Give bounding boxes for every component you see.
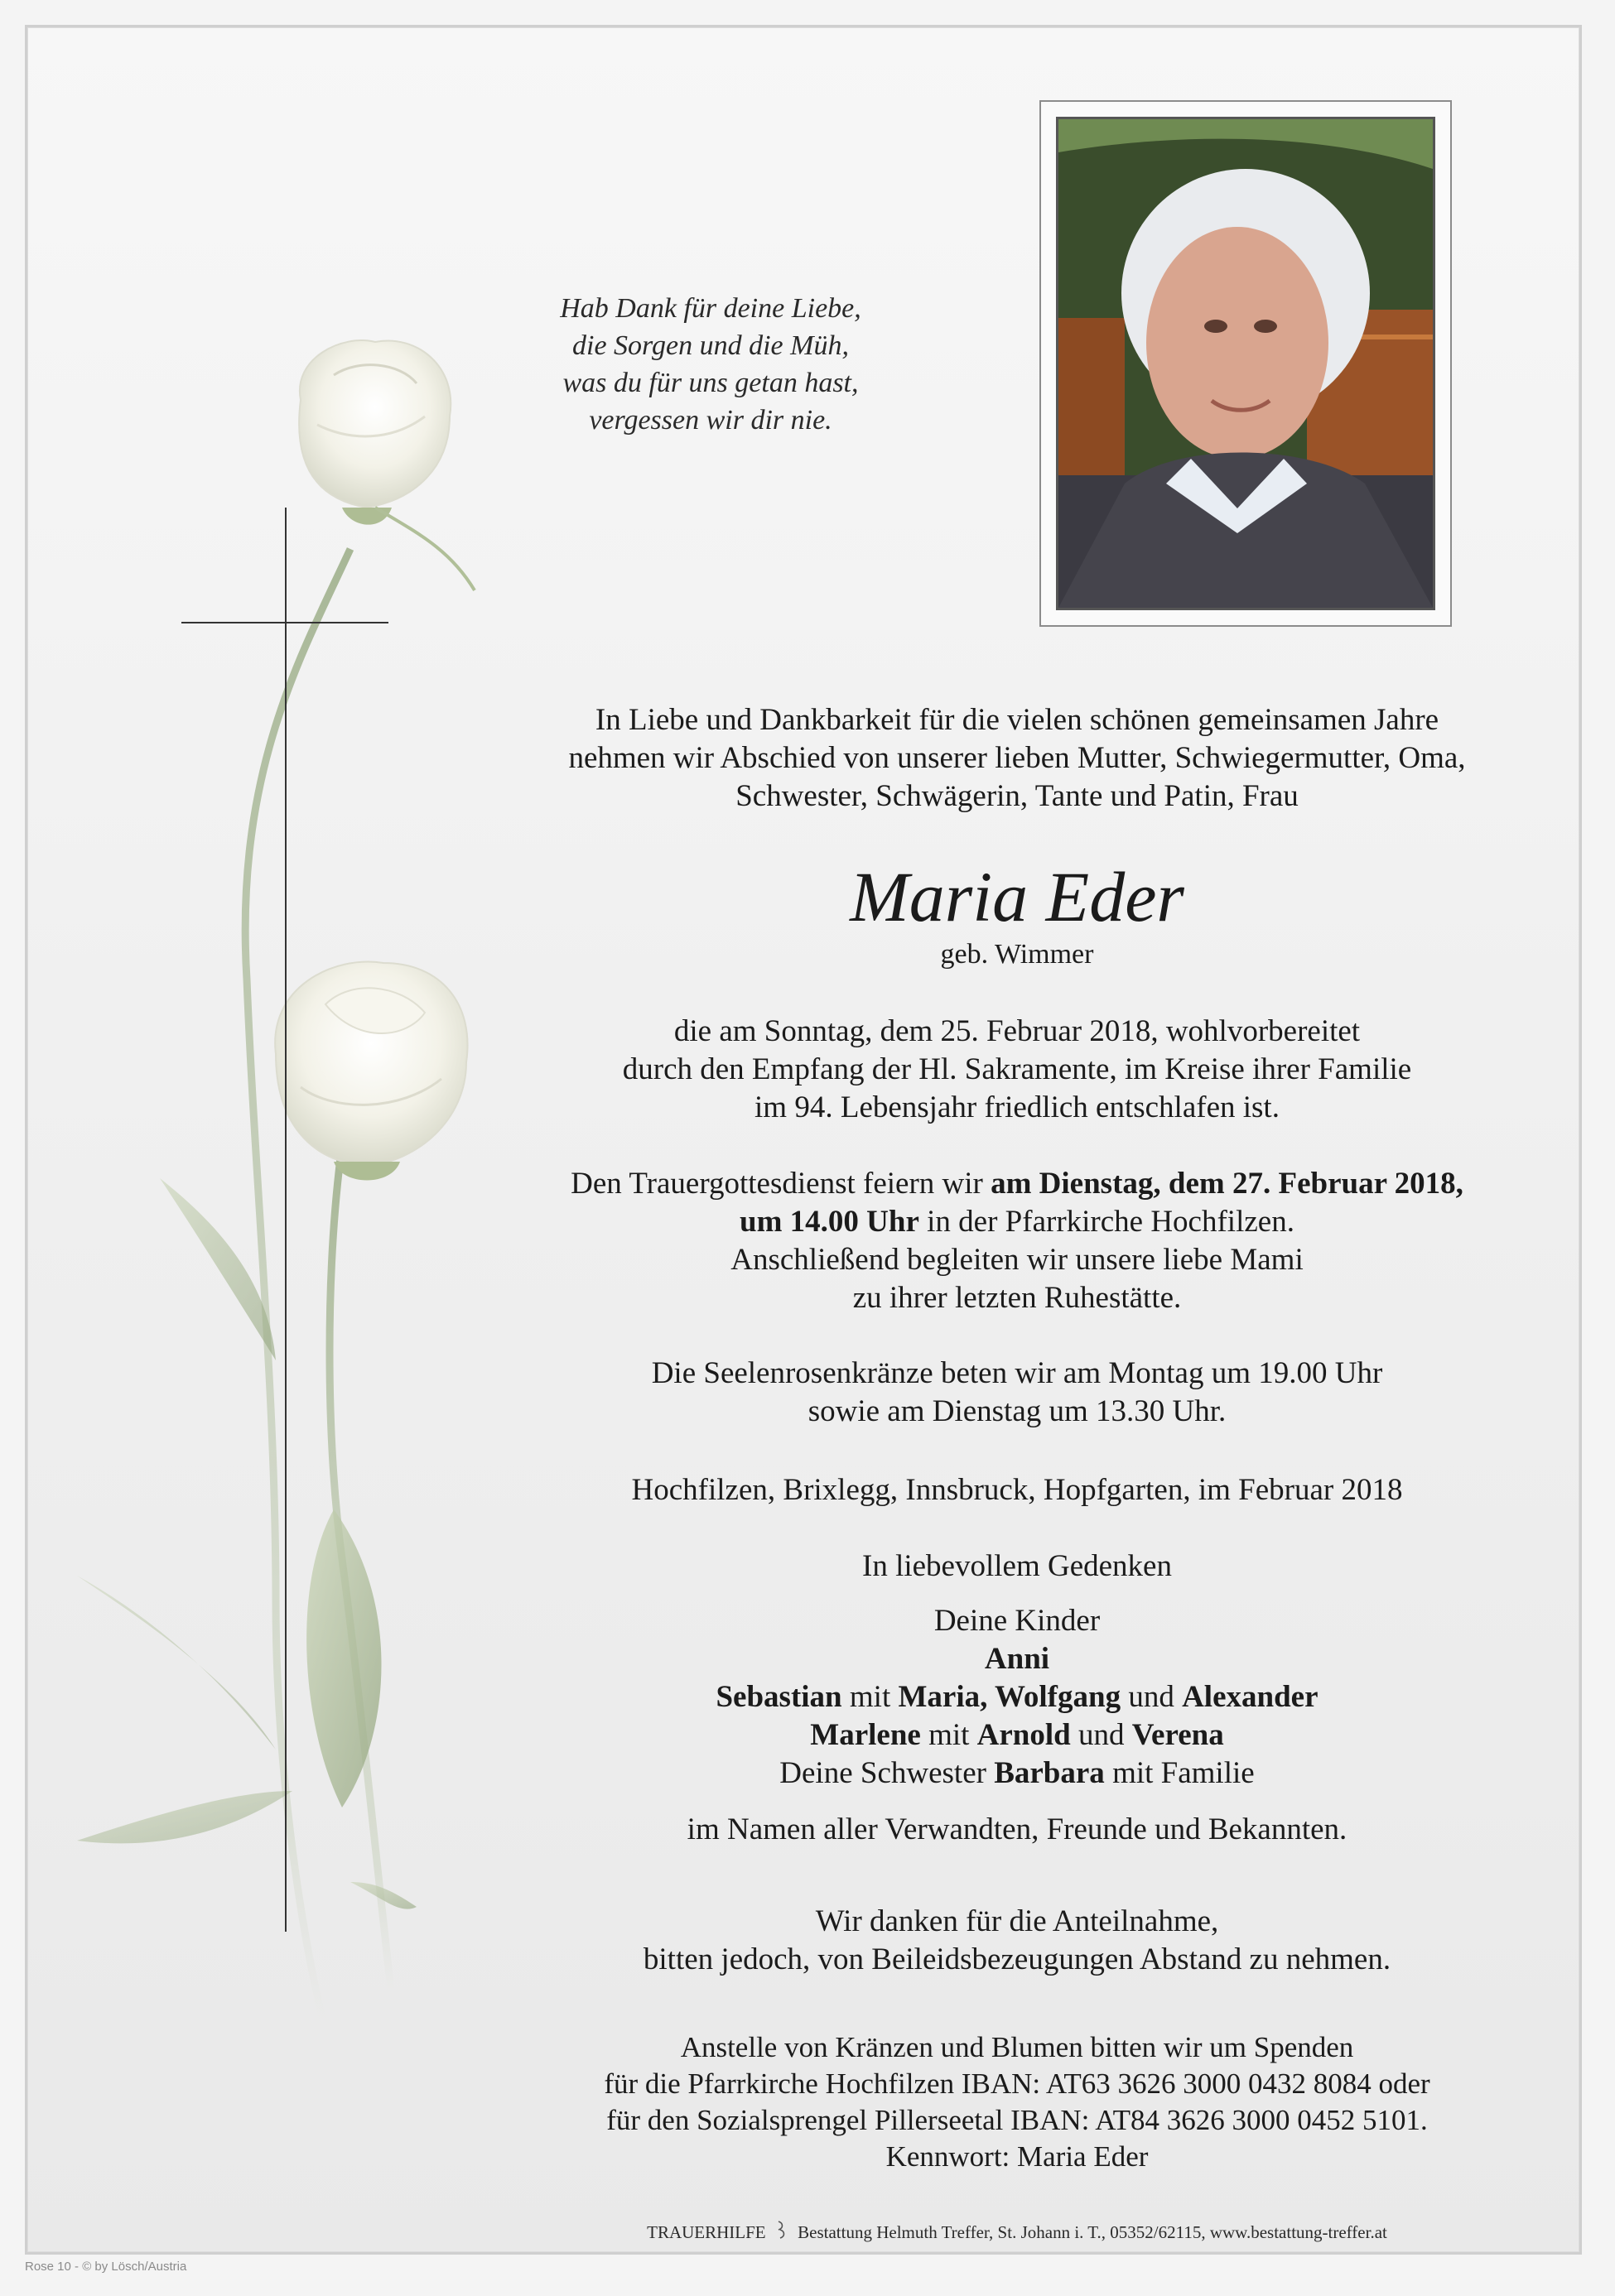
family-member: Arnold xyxy=(976,1718,1071,1752)
death-line: im 94. Lebensjahr friedlich entschlafen ist. xyxy=(754,1090,1280,1124)
copyright-note: Rose 10 - © by Lösch/Austria xyxy=(25,2260,187,2274)
children-label: Deine Kinder xyxy=(933,1604,1101,1638)
verse-line: Hab Dank für deine Liebe, xyxy=(560,293,861,324)
verse-line: vergessen wir dir nie. xyxy=(589,405,832,436)
family-member: Marlene xyxy=(810,1718,921,1752)
service-date: am Dienstag, dem 27. Februar 2018, xyxy=(991,1167,1463,1201)
family-line xyxy=(475,1640,1560,1678)
connector: mit Familie xyxy=(1104,1756,1255,1790)
connector: mit xyxy=(841,1680,899,1714)
service-line-4: zu ihrer letzten Ruhestätte. xyxy=(852,1281,1182,1315)
death-line: durch den Empfang der Hl. Sakramente, im Kreise ihrer Familie xyxy=(622,1052,1412,1086)
footer-brand: TRAUERHILFE xyxy=(647,2222,766,2242)
memorial-verse xyxy=(491,290,930,439)
leaf-3 xyxy=(77,1791,292,1843)
rosary-line: sowie am Dienstag um 13.30 Uhr. xyxy=(808,1394,1227,1428)
funeral-service-info xyxy=(475,1165,1560,1317)
donation-line: für die Pfarrkirche Hochfilzen IBAN: AT63 3626 3000 0432 8084 oder xyxy=(604,2067,1430,2100)
family-member: Sebastian xyxy=(716,1680,842,1714)
rosary-info xyxy=(475,1355,1560,1431)
donation-line: für den Sozialsprengel Pillerseetal IBAN: AT84 3626 3000 0452 5101. xyxy=(606,2104,1428,2136)
leaf-1 xyxy=(306,1509,381,1807)
family-member: Barbara xyxy=(994,1756,1105,1790)
service-line-2 xyxy=(475,1203,1560,1241)
verse-line: die Sorgen und die Müh, xyxy=(572,330,849,361)
family-line xyxy=(475,1716,1560,1754)
thanks-line: bitten jedoch, von Beileidsbezeugungen Abstand zu nehmen. xyxy=(643,1942,1391,1976)
birth-name: geb. Wimmer xyxy=(940,939,1094,970)
footer-text: Bestattung Helmuth Treffer, St. Johann i. T., 05352/62115, www.bestattung-treffer.at xyxy=(798,2222,1387,2242)
donation-line: Anstelle von Kränzen und Blumen bitten wir um Spenden xyxy=(680,2031,1354,2063)
obituary-sheet xyxy=(25,25,1582,2255)
intro-text xyxy=(475,701,1560,816)
leaf-4 xyxy=(77,1576,276,1750)
family-list xyxy=(475,1602,1560,1793)
donation-request xyxy=(475,2029,1560,2175)
intro-line: Schwester, Schwägerin, Tante und Patin, Frau xyxy=(735,779,1299,813)
service-line-1 xyxy=(475,1165,1560,1203)
family-line xyxy=(475,1754,1560,1793)
white-roses-illustration xyxy=(27,27,524,2255)
family-member: Verena xyxy=(1131,1718,1224,1752)
intro-line: In Liebe und Dankbarkeit für die vielen schönen gemeinsamen Jahre xyxy=(595,703,1439,737)
portrait-frame xyxy=(1039,100,1452,627)
donation-line: Kennwort: Maria Eder xyxy=(885,2140,1149,2173)
family-member: Anni xyxy=(984,1642,1050,1676)
rose-upper xyxy=(299,340,475,590)
cross-vertical-bar xyxy=(285,508,287,1932)
thanks-line: Wir danken für die Anteilnahme, xyxy=(815,1904,1219,1938)
death-notice xyxy=(475,1013,1560,1127)
trauerhilfe-logo-icon xyxy=(775,2220,788,2241)
service-line-3: Anschließend begleiten wir unsere liebe Mami xyxy=(730,1243,1304,1277)
mourners-heading: In liebevollem Gedenken xyxy=(862,1549,1172,1583)
connector: Deine Schwester xyxy=(779,1756,995,1790)
service-time: um 14.00 Uhr xyxy=(740,1205,919,1239)
portrait-photo xyxy=(1056,117,1435,610)
family-member: Maria, Wolfgang xyxy=(898,1680,1121,1714)
family-member: Alexander xyxy=(1182,1680,1319,1714)
deceased-name: Maria Eder xyxy=(850,857,1184,936)
rosary-line: Die Seelenrosenkränze beten wir am Montag um 19.00 Uhr xyxy=(651,1356,1383,1390)
thanks-note xyxy=(475,1903,1560,1979)
place-and-date: Hochfilzen, Brixlegg, Innsbruck, Hopfgarten, im Februar 2018 xyxy=(631,1473,1403,1507)
death-line: die am Sonntag, dem 25. Februar 2018, wohlvorbereitet xyxy=(673,1014,1361,1048)
funeral-home-footer xyxy=(475,2220,1560,2244)
service-location: in der Pfarrkirche Hochfilzen. xyxy=(918,1205,1294,1239)
connector: und xyxy=(1070,1718,1132,1752)
connector: mit xyxy=(920,1718,977,1752)
family-line xyxy=(475,1678,1560,1716)
cross-horizontal-bar xyxy=(181,622,388,623)
connector: und xyxy=(1121,1680,1183,1714)
verse-line: was du für uns getan hast, xyxy=(562,368,859,398)
relatives-line: im Namen aller Verwandten, Freunde und Bekannten. xyxy=(687,1812,1347,1846)
service-text: Den Trauergottesdienst feiern wir xyxy=(571,1167,991,1201)
rose-lower xyxy=(275,961,467,1180)
intro-line: nehmen wir Abschied von unserer lieben Mutter, Schwiegermutter, Oma, xyxy=(568,741,1466,775)
